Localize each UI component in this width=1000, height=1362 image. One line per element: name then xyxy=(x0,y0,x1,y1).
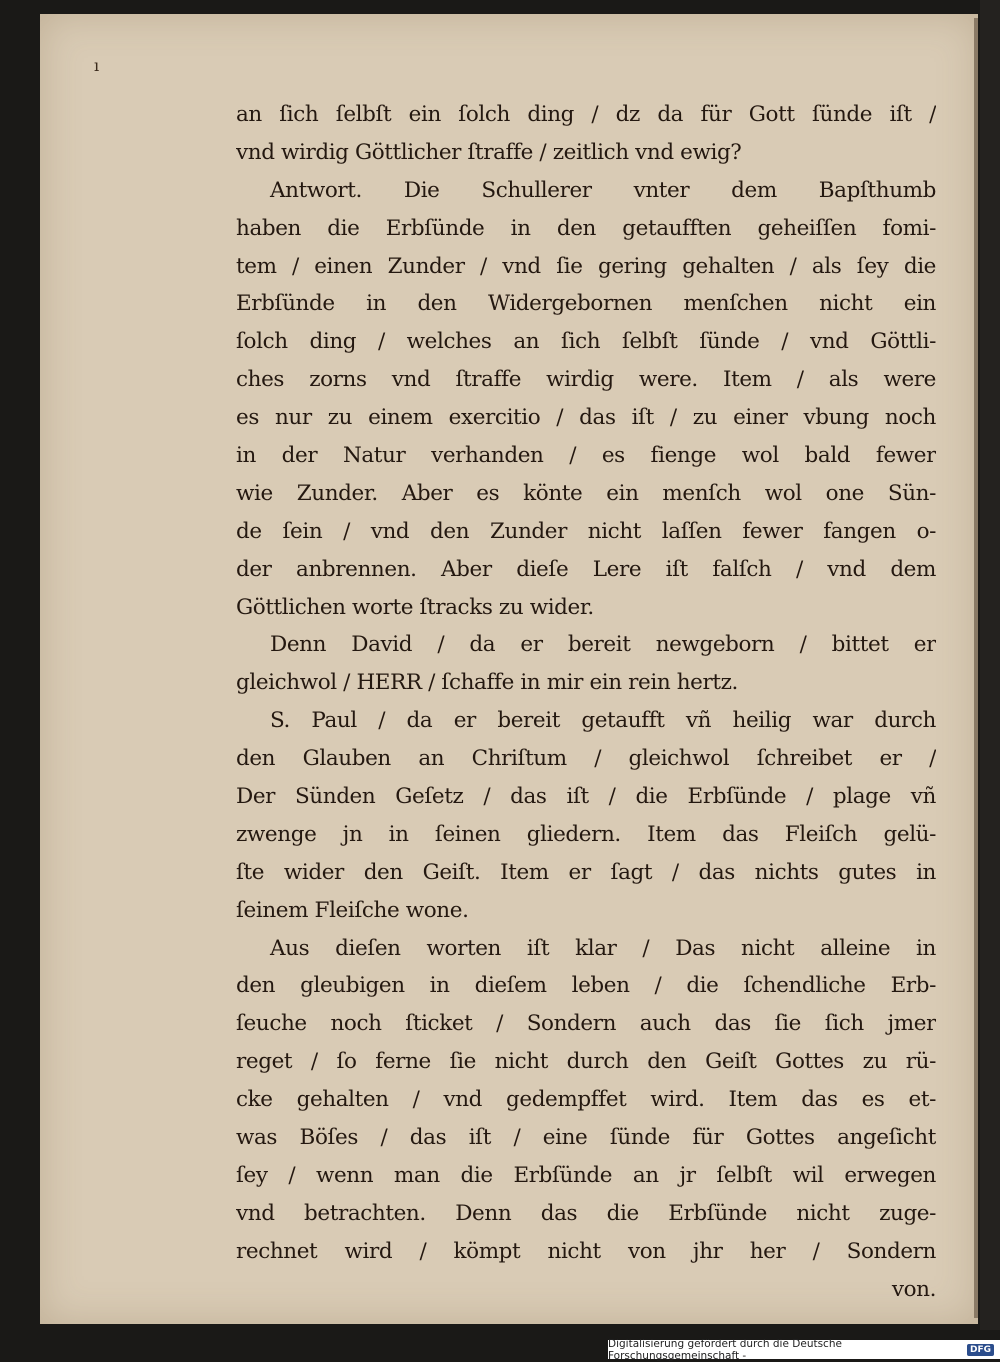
digitization-credit-bar xyxy=(608,1337,1000,1362)
digitization-credit: Digitalisierung gefördert durch die Deutsche Forschungsgemeinschaft - xyxy=(608,1337,842,1362)
book-spine-edge xyxy=(980,0,1000,1330)
text-line: de ſein / vnd den Zunder nicht laſſen fewer fangen o- xyxy=(236,518,936,544)
text-line: rechnet wird / kömpt nicht von jhr her / Sondern xyxy=(236,1238,936,1264)
text-line: was Böſes / das iſt / eine ſünde für Gottes angeſicht xyxy=(236,1125,936,1151)
text-line: gleichwol / HERR / ſchaffe in mir ein rein hertz. xyxy=(236,670,738,696)
text-line: den Glauben an Chriſtum / gleichwol ſchreibet er / xyxy=(236,746,936,772)
text-line: Der Sünden Geſetz / das iſt / die Erbſünde / plage vñ xyxy=(236,784,936,810)
text-line: an ſich ſelbſt ein ſolch ding / dz da für Gott ſünde iſt / xyxy=(236,102,936,127)
text-line: Aus dieſen worten iſt klar / Das nicht alleine in xyxy=(270,935,936,961)
text-line: Denn David / da er bereit newgeborn / bittet er xyxy=(270,632,936,658)
page-edge-highlight xyxy=(974,18,978,1318)
text-line: tem / einen Zunder / vnd ſie gering gehalten / als ſey die xyxy=(236,253,936,279)
text-line: Erbſünde in den Widergebornen menſchen nicht ein xyxy=(236,291,936,317)
text-line: Antwort. Die Schullerer vnter dem Bapſthumb xyxy=(270,177,936,203)
text-block xyxy=(236,96,936,1309)
page-mark: ı xyxy=(94,56,100,75)
text-line: von. xyxy=(891,1276,936,1302)
text-line: es nur zu einem exercitio / das iſt / zu einer vbung noch xyxy=(236,405,936,431)
text-line: S. Paul / da er bereit getaufft vñ heilig war durch xyxy=(270,708,936,734)
text-line: cke gehalten / vnd gedempffet wird. Item das es et- xyxy=(236,1087,936,1113)
text-line: wie Zunder. Aber es könte ein menſch wol one Sün- xyxy=(236,480,936,506)
text-line: ſte wider den Geiſt. Item er ſagt / das nichts gutes in xyxy=(236,859,936,885)
text-line: ches zorns vnd ſtraffe wirdig were. Item / als were xyxy=(236,367,936,393)
text-line: reget / ſo ferne ſie nicht durch den Geiſt Gottes zu rü- xyxy=(236,1049,936,1075)
text-line: vnd betrachten. Denn das die Erbſünde nicht zuge- xyxy=(236,1200,936,1226)
text-line: ſeuche noch ſticket / Sondern auch das ſie ſich jmer xyxy=(236,1011,936,1037)
text-line: in der Natur verhanden / es fienge wol bald fewer xyxy=(236,443,936,469)
text-line: vnd wirdig Göttlicher ſtraffe / zeitlich vnd ewig? xyxy=(236,139,742,165)
text-line: haben die Erbſünde in den getaufften geheiſſen fomi- xyxy=(236,215,936,241)
text-line: Göttlichen worte ſtracks zu wider. xyxy=(236,594,594,620)
text-line: ſeinem Fleiſche wone. xyxy=(236,897,469,923)
dfg-logo: DFG xyxy=(967,1344,994,1356)
text-line: ſey / wenn man die Erbſünde an jr ſelbſt wil erwegen xyxy=(236,1162,936,1188)
text-line: den gleubigen in dieſem leben / die ſchendliche Erb- xyxy=(236,973,936,999)
text-line: der anbrennen. Aber dieſe Lere iſt falſch / vnd dem xyxy=(236,556,936,582)
text-line: ſolch ding / welches an ſich ſelbſt ſünde / vnd Göttli- xyxy=(236,329,936,355)
text-line: zwenge jn in ſeinen gliedern. Item das Fleiſch gelü- xyxy=(236,821,936,847)
